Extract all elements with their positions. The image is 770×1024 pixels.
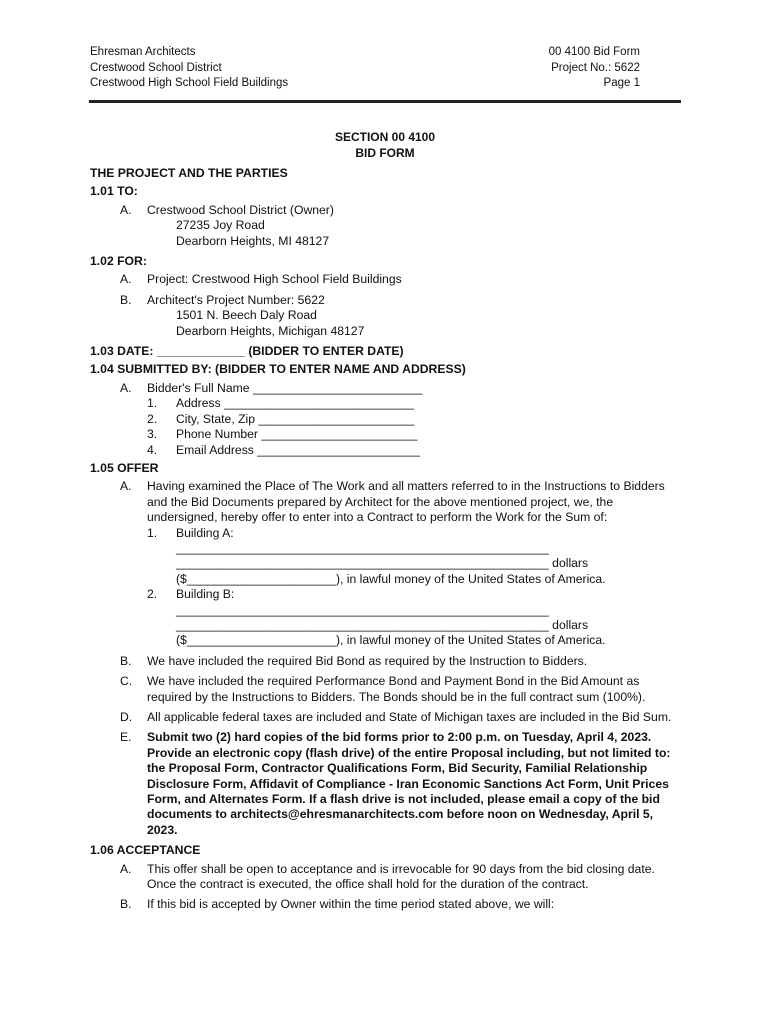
document-body [90,163,682,918]
item-number: 1. [147,396,158,411]
item-label: D. [120,710,133,724]
building-a-amount-figures[interactable]: ($______________________), in lawful money of the United States of America. [176,571,606,586]
owner-street: 27235 Joy Road [176,218,265,233]
header-client: Crestwood School District [90,61,222,74]
section-1-04-heading: 1.04 SUBMITTED BY: (BIDDER TO ENTER NAME AND ADDRESS) [90,362,466,377]
section-1-05-heading: 1.05 OFFER [90,460,159,475]
item-label: A. [120,202,132,217]
submission-instructions: Submit two (2) hard copies of the bid forms prior to 2:00 p.m. on Tuesday, April 4, 2023. Provide an electronic copy (flash drive) of the entire Proposal including, but not limited to: the Proposal Form, Contractor Qualifications Form, Bid Security, Familial Relationship Disclosure Form, Affidavit of Compliance - Iran Economic Sanctions Act Form, Unit Prices Form, and Alternates Form. If a flash drive is not included, please email a copy of the bid documents to architects@ehresmanarchitects.com before noon on Wednesday, April 5, 2023. [147,730,671,837]
taxes-text: All applicable federal taxes are included and State of Michigan taxes are included in the Bid Sum. [147,710,672,724]
header-divider [89,100,681,103]
acceptance-obligation-text: If this bid is accepted by Owner within the time period stated above, we will: [147,897,555,912]
header-doc-name: 00 4100 Bid Form [548,46,640,58]
item-label: B. [120,897,132,912]
section-1-05-item-d [90,710,682,725]
project-name: Project: Crestwood High School Field Buildings [147,272,402,287]
building-a-amount-words-1[interactable]: _______________________________________________________ [176,540,549,555]
bidder-city-field[interactable]: City, State, Zip _______________________ [176,411,415,426]
architect-city: Dearborn Heights, Michigan 48127 [176,323,365,338]
section-1-02-heading: 1.02 FOR: [90,254,147,269]
header-project-number: Project No.: 5622 [551,61,640,74]
section-1-05-item-c [90,674,682,705]
item-number: 1. [147,525,158,540]
header-left [90,45,288,92]
bidder-name-field[interactable]: Bidder's Full Name _________________________ [147,380,423,395]
bidder-phone-item [90,427,682,442]
section-1-02-item-a [90,272,682,287]
section-name: BID FORM [355,145,415,160]
item-number: 2. [147,411,158,426]
item-label: A. [120,861,132,876]
building-a-amount-words-2[interactable]: _______________________________________________________ dollars [176,556,589,571]
building-b-amount-words-1[interactable]: _______________________________________________________ [176,602,549,617]
architect-street: 1501 N. Beech Daly Road [176,308,317,323]
section-number: SECTION 00 4100 [334,130,436,144]
item-label: B. [120,653,132,668]
item-label: B. [120,292,132,307]
section-1-02-item-b [90,293,682,339]
section-1-06-item-a [90,862,682,893]
bidder-address-item [90,396,682,411]
performance-bond-text: We have included the required Performance Bond and Payment Bond in the Bid Amount as required by the Instructions to Bidders. The Bonds should be in the full contract sum (100%). [147,674,646,704]
item-number: 2. [147,587,158,602]
bidder-address-field[interactable]: Address ____________________________ [176,396,414,411]
bid-bond-text: We have included the required Bid Bond as required by the Instruction to Bidders. [147,653,588,668]
item-number: 4. [147,442,158,457]
item-number: 3. [147,427,158,442]
section-1-01-heading: 1.01 TO: [90,184,138,199]
document-title [89,130,681,161]
header-right [549,45,644,92]
section-1-06-heading: 1.06 ACCEPTANCE [90,843,201,858]
header-page-number: Page 1 [603,77,640,89]
header-firm: Ehresman Architects [90,46,196,58]
item-label: A. [120,272,132,287]
owner-city: Dearborn Heights, MI 48127 [176,233,330,248]
building-b-label: Building B: [176,587,235,602]
building-b-amount-figures[interactable]: ($______________________), in lawful money of the United States of America. [176,633,606,648]
section-1-05-item-a [90,479,682,525]
item-label: C. [120,674,133,689]
item-label: A. [120,380,132,395]
architect-project-number: Architect's Project Number: 5622 [147,292,325,307]
project-parties-heading: THE PROJECT AND THE PARTIES [90,166,288,180]
bidder-email-item [90,443,682,458]
building-b-amount-words-2[interactable]: _______________________________________________________ dollars [176,617,589,632]
item-label: E. [120,730,132,745]
building-a-label: Building A: [176,525,234,540]
section-1-05-item-b [90,654,682,669]
bidder-city-item [90,412,682,427]
offer-text: Having examined the Place of The Work and all matters referred to in the Instructions to Bidders and the Bid Documents prepared by Architect for the above mentioned project, we, the undersigned, hereby offer to enter into a Contract to perform the Work for the Sum of: [147,479,665,525]
owner-name: Crestwood School District (Owner) [147,202,334,217]
building-a-item [90,526,682,588]
section-1-03-date: 1.03 DATE: _____________ (BIDDER TO ENTER DATE) [90,344,404,359]
section-1-06-item-b [90,897,682,912]
section-1-04-item-a [90,381,682,396]
acceptance-period-text: This offer shall be open to acceptance and is irrevocable for 90 days from the bid closing date. Once the contract is executed, the office shall hold for the duration of the contract. [147,861,655,892]
section-1-05-item-e [90,730,682,838]
item-label: A. [120,479,132,494]
bidder-phone-field[interactable]: Phone Number _______________________ [176,427,418,442]
section-1-01-item-a [90,203,682,249]
header-project: Crestwood High School Field Buildings [90,77,289,89]
bidder-email-field[interactable]: Email Address ________________________ [176,442,420,457]
building-b-item [90,587,682,649]
